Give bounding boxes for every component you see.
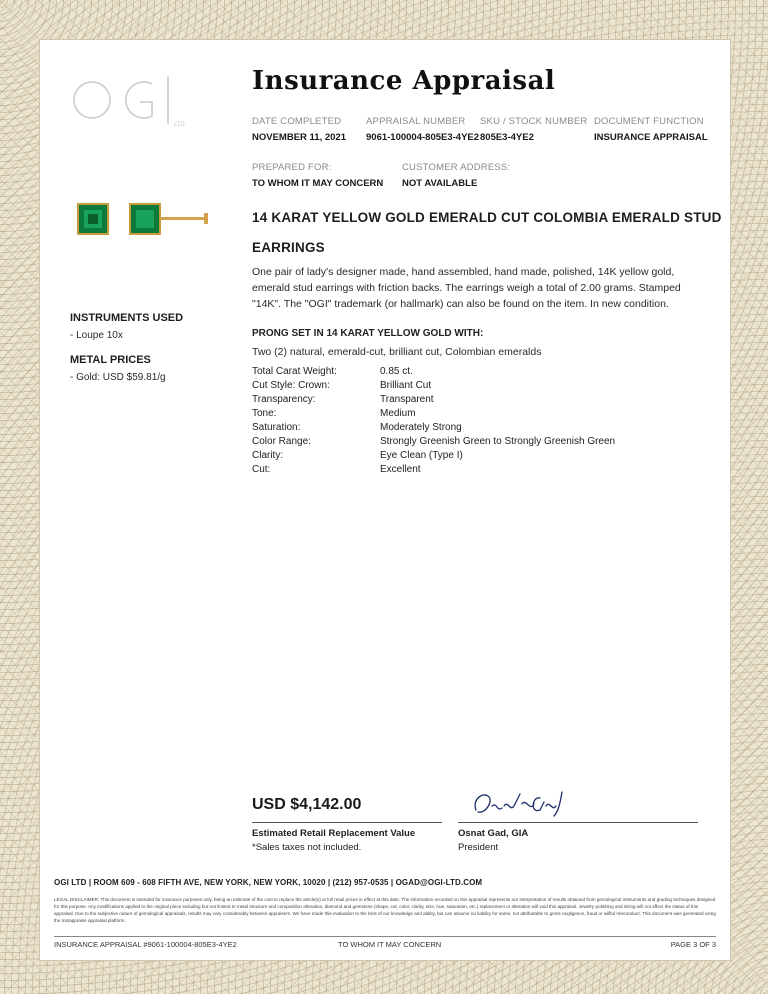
- legal-disclaimer: LEGAL DISCLAIMER: This document is intended for insurance purposes only, being an estimate of the cost to replace the article(s) at full retail prices in effect at this date. The information recorded on this appraisal represents our interpretation of results obtained from gemological instruments and grading techniques designed for this purpose. Any modifications applied to the original piece including but not limited to metal structure and composition alteration, diamond and gemstone (shape, cut, color, clarity, size, hue, saturation, etc.) replacement or alteration will void this appraisal. Jewelry polishing and sizing will not affect the status of this appraisal. Due to the subjective nature of gemological appraisals, results may vary considerably between appraisers. We have made this evaluation to the best of our knowledge and ability, but can assume no liability for same, not attributable to gross negligence, fraud or willful misconduct. This document was generated using the Instappraise appraisal platform.: [54, 897, 716, 923]
- instruments-value: - Loupe 10x: [70, 330, 123, 341]
- stones-description: Two (2) natural, emerald-cut, brilliant cut, Colombian emeralds: [252, 346, 542, 358]
- document-function-value: INSURANCE APPRAISAL: [594, 132, 708, 143]
- document-function-label: DOCUMENT FUNCTION: [594, 116, 704, 127]
- footer-divider: [54, 936, 716, 937]
- signature: [468, 788, 578, 820]
- spec-value: Moderately Strong: [380, 422, 462, 433]
- svg-text:LTD: LTD: [174, 121, 185, 128]
- signature-divider: [458, 822, 698, 823]
- spec-value: Eye Clean (Type I): [380, 450, 463, 461]
- spec-value: Strongly Greenish Green to Strongly Greenish Green: [380, 436, 616, 447]
- spec-label: Cut:: [252, 464, 271, 475]
- ogi-logo: [72, 72, 192, 132]
- spec-value: 0.85 ct.: [380, 366, 413, 377]
- prepared-for-value: TO WHOM IT MAY CONCERN: [252, 178, 384, 189]
- prepared-for-label: PREPARED FOR:: [252, 162, 332, 173]
- footer-reference: INSURANCE APPRAISAL #9061-100004-805E3-4YE2: [54, 940, 237, 949]
- metal-prices-value: - Gold: USD $59.81/g: [70, 372, 166, 383]
- spec-value: Transparent: [380, 394, 434, 405]
- appraisal-number-value: 9061-100004-805E3-4YE2: [366, 132, 480, 143]
- date-value: NOVEMBER 11, 2021: [252, 132, 346, 143]
- spec-value: Medium: [380, 408, 416, 419]
- item-heading-line2: EARRINGS: [252, 240, 325, 255]
- company-contact: OGI LTD | ROOM 609 - 608 FIFTH AVE, NEW YORK, NEW YORK, 10020 | (212) 957-0535 | OGAD@OGI-LTD.COM: [54, 878, 483, 887]
- signer-name: Osnat Gad, GIA: [458, 828, 529, 839]
- tax-note: *Sales taxes not included.: [252, 842, 362, 853]
- appraisal-number-label: APPRAISAL NUMBER: [366, 116, 466, 127]
- emerald-earrings-photo: [76, 200, 216, 240]
- date-label: DATE COMPLETED: [252, 116, 342, 127]
- document-title: Insurance Appraisal: [252, 66, 556, 96]
- spec-value: Excellent: [380, 464, 421, 475]
- page-number: PAGE 3 OF 3: [670, 940, 716, 949]
- spec-label: Total Carat Weight:: [252, 366, 337, 377]
- metal-prices-heading: METAL PRICES: [70, 354, 151, 366]
- customer-address-value: NOT AVAILABLE: [402, 178, 478, 189]
- replacement-price: USD $4,142.00: [252, 796, 362, 813]
- spec-label: Saturation:: [252, 422, 301, 433]
- price-label: Estimated Retail Replacement Value: [252, 828, 416, 839]
- spec-value: Brilliant Cut: [380, 380, 432, 391]
- item-heading-line1: 14 KARAT YELLOW GOLD EMERALD CUT COLOMBIA EMERALD STUD: [252, 210, 722, 225]
- item-description: One pair of lady's designer made, hand assembled, hand made, polished, 14K yellow gold, emerald stud earrings with friction backs. The earrings weigh a total of 2.00 grams. Stamped "14K". The "OGI" trademark (or hallmark) can also be found on the item. In new condition.: [252, 266, 681, 310]
- instruments-heading: INSTRUMENTS USED: [70, 312, 184, 324]
- spec-label: Cut Style: Crown:: [252, 380, 330, 391]
- spec-label: Color Range:: [252, 436, 311, 447]
- spec-label: Clarity:: [252, 450, 284, 461]
- sku-value: 805E3-4YE2: [480, 132, 534, 143]
- certificate-sheet: [40, 40, 730, 960]
- footer-recipient: TO WHOM IT MAY CONCERN: [338, 940, 442, 949]
- setting-heading: PRONG SET IN 14 KARAT YELLOW GOLD WITH:: [252, 328, 484, 339]
- sku-label: SKU / STOCK NUMBER: [480, 116, 588, 127]
- spec-label: Tone:: [252, 408, 277, 419]
- spec-label: Transparency:: [252, 394, 316, 405]
- signer-title: President: [458, 842, 499, 853]
- price-divider: [252, 822, 442, 823]
- customer-address-label: CUSTOMER ADDRESS:: [402, 162, 511, 173]
